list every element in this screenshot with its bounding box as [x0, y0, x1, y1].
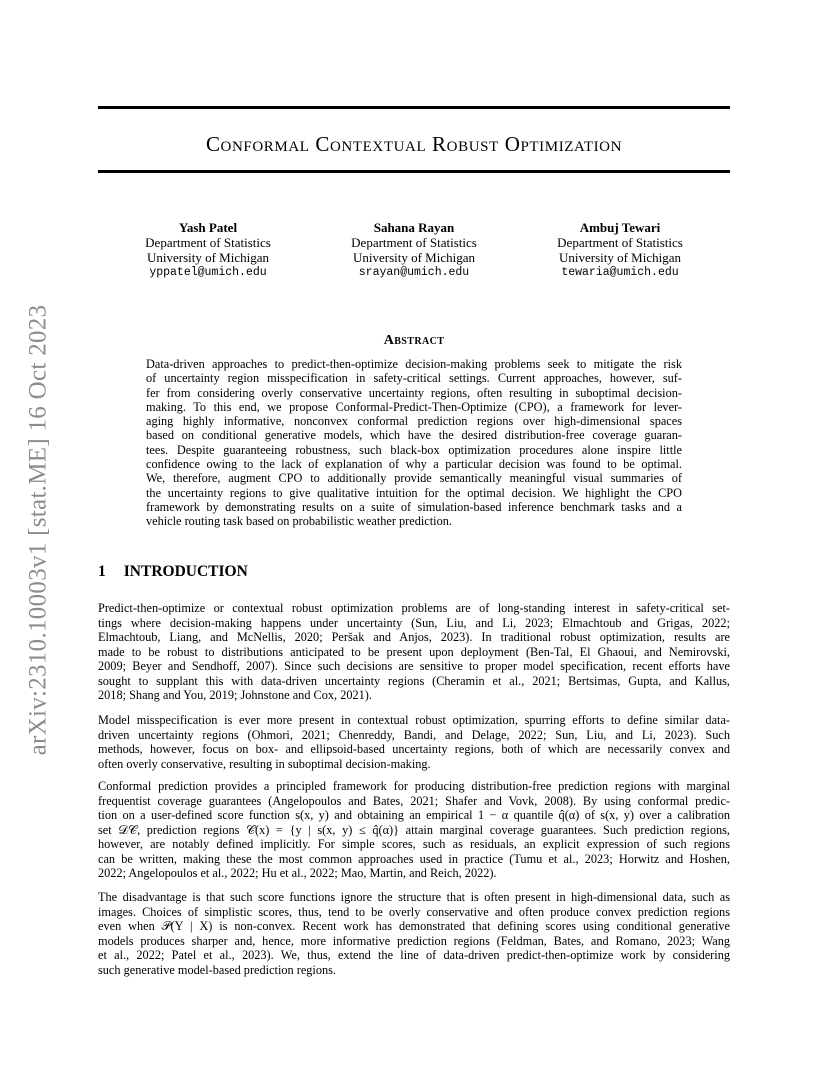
paragraph-line: driven uncertainty regions (Ohmori, 2021; Chenreddy, Bandi, and Delage, 2022; Sun, Liu, and Li, 2023). Such: [98, 727, 730, 742]
author-department: Department of Statistics: [351, 235, 477, 250]
paragraph-line: Model misspecification is ever more present in contextual robust optimization, spurring efforts to define similar data-: [98, 713, 730, 727]
paragraph-line: even when 𝒫(Y | X) is non-convex. Recent work has demonstrated that defining scores using conditional generative: [98, 919, 730, 933]
abstract-line: based on conditional generative models, which have the desired distribution-free coverage guaran-: [146, 428, 682, 443]
arxiv-stamp: [22, 290, 54, 770]
paragraph-line: sought to supplant this with data-driven uncertainty regions (Cheramin et al., 2021; Bertsimas, Gupta, and Kallus,: [98, 673, 730, 688]
abstract-line: We, therefore, augment CPO to additionally provide semantically meaningful visual summaries of: [146, 471, 682, 486]
abstract-line: tees. Despite guaranteeing robustness, such black-box optimization procedures alone inspire little: [146, 442, 682, 457]
paragraph-3: [98, 779, 730, 881]
abstract-line: fer from considering overly conservative uncertainty regions, often resulting in suboptimal decision-: [146, 385, 682, 400]
title-rule-bottom: [98, 170, 730, 173]
author-2: [314, 220, 514, 280]
author-university: University of Michigan: [146, 250, 270, 265]
paragraph-line: et al., 2022; Patel et al., 2023). We, thus, extend the line of data-driven predict-then-optimize work by considering: [98, 948, 730, 962]
paragraph-2: [98, 713, 730, 771]
abstract-line: the uncertainty regions to give qualitative intuition for the optimal decision. We highlight the CPO: [146, 485, 682, 500]
paragraph-line: The disadvantage is that such score functions ignore the structure that is often present in high-dimensional data, such as: [98, 890, 730, 904]
abstract-line: vehicle routing task based on probabilistic weather prediction.: [146, 514, 452, 529]
paragraph-line: frequentist coverage guarantees (Angelopoulos and Bates, 2021; Shafer and Vovk, 2008). By using conformal predic-: [98, 793, 730, 808]
author-email[interactable]: yppatel@umich.edu: [149, 266, 267, 279]
paragraph-line: often overly conservative, resulting in suboptimal decision-making.: [98, 756, 431, 771]
paragraph-line: models produces sharper and, hence, more informative prediction regions (Feldman, Bates, and Romano, 2023; Wang: [98, 933, 730, 948]
paragraph-line: methods, however, focus on box- and ellipsoid-based uncertainty regions, both of which are necessarily convex and: [98, 742, 730, 756]
abstract-line: framework by demonstrating results on a suite of simulation-based inference benchmark tasks and a: [146, 499, 682, 514]
title-rule-top: [98, 106, 730, 109]
paragraph-line: Conformal prediction provides a principled framework for producing distribution-free prediction regions with marginal: [98, 779, 730, 793]
abstract-line: Data-driven approaches to predict-then-optimize decision-making problems seek to mitigate the risk: [146, 357, 682, 371]
section-number: 1: [98, 563, 106, 580]
abstract-line: confidence owing to the lack of explanation of why a particular decision was found to be optimal.: [146, 457, 682, 472]
arxiv-identifier: arXiv:2310.10003v1 [stat.ME] 16 Oct 2023: [24, 304, 51, 756]
paragraph-line: 2009; Beyer and Sendhoff, 2007). Since such decisions are sensitive to proper model specification, recent efforts have: [98, 659, 730, 673]
abstract-line: of uncertainty region misspecification in safety-critical settings. Current approaches, however, suf-: [146, 371, 682, 386]
paragraph-line: 2018; Shang and You, 2019; Johnstone and Cox, 2021).: [98, 688, 372, 702]
abstract-heading: Abstract: [383, 333, 445, 348]
paragraph-line: can be written, making these the most common approaches used in practice (Tumu et al., 2023; Horwitz and Hoshen,: [98, 851, 730, 866]
author-email[interactable]: tewaria@umich.edu: [561, 266, 679, 279]
author-email[interactable]: srayan@umich.edu: [358, 266, 470, 279]
author-department: Department of Statistics: [145, 235, 271, 250]
author-university: University of Michigan: [558, 250, 682, 265]
paragraph-line: set 𝒟𝒞, prediction regions 𝒞(x) = {y | s(x, y) ≤ q̂(α)} attain marginal coverage guarantees. Such prediction regions,: [98, 822, 730, 837]
abstract-body: [146, 357, 682, 529]
paragraph-4: [98, 890, 730, 977]
paragraph-line: images. Choices of simplistic scores, thus, tend to be overly conservative and often produce convex prediction regions: [98, 904, 730, 919]
paragraph-line: made to be robust to distributions anticipated to be present upon deployment (Ben-Tal, El Ghaoui, and Nemirovski,: [98, 644, 730, 659]
section-title: INTRODUCTION: [123, 563, 248, 580]
abstract-line: making. To this end, we propose Conformal-Predict-Then-Optimize (CPO), a framework for lever-: [146, 399, 682, 414]
paragraph-1: [98, 601, 730, 703]
paragraph-line: 2022; Angelopoulos et al., 2022; Hu et al., 2022; Mao, Martin, and Reich, 2022).: [98, 866, 497, 880]
author-3: [520, 220, 720, 280]
paper-title: Conformal Contextual Robust Optimization: [205, 132, 623, 156]
author-name: Sahana Rayan: [373, 220, 455, 235]
author-department: Department of Statistics: [557, 235, 683, 250]
paragraph-line: such generative model-based prediction regions.: [98, 962, 336, 977]
paragraph-line: Predict-then-optimize or contextual robust optimization problems are of long-standing interest in safety-critical set-: [98, 601, 730, 615]
author-name: Yash Patel: [178, 220, 238, 235]
paragraph-line: Elmachtoub, Liang, and McNellis, 2020; Peršak and Anjos, 2023). In traditional robust optimization, results are: [98, 630, 730, 644]
author-1: [108, 220, 308, 280]
author-university: University of Michigan: [352, 250, 476, 265]
paragraph-line: however, are notably defined implicitly. For simple scores, such as residuals, an explicit expression of such regions: [98, 837, 730, 851]
section-heading: [98, 563, 248, 581]
paragraph-line: tings where decision-making happens under uncertainty (Sun, Liu, and Li, 2023; Elmachtoub and Grigas, 2022;: [98, 615, 730, 630]
author-name: Ambuj Tewari: [579, 220, 661, 235]
paragraph-line: tion on a user-defined score function s(x, y) and obtaining an empirical 1 − α quantile q̂(α) of s(x, y) over a calibration: [98, 808, 730, 822]
author-block: [98, 220, 730, 290]
abstract-line: aging highly informative, nonconvex conformal prediction regions over high-dimensional spaces: [146, 414, 682, 429]
